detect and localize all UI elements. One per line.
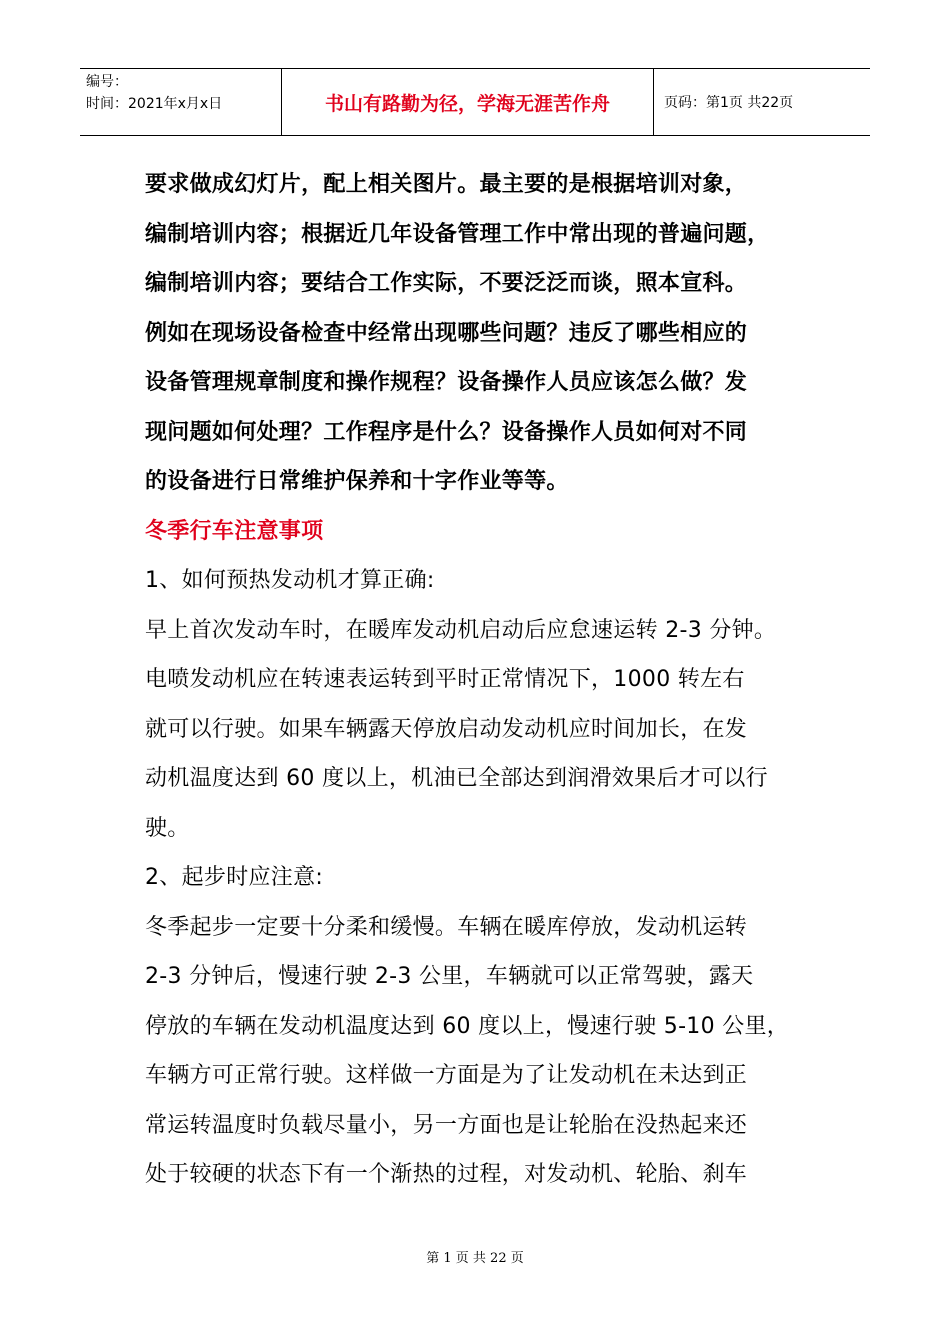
text-line: 就可以行驶。如果车辆露天停放启动发动机应时间加长，在发 [145,716,748,742]
text-line: 的设备进行日常维护保养和十字作业等等。 [145,468,569,494]
text-line: 驶。 [145,815,190,841]
text-line: 编制培训内容；要结合工作实际，不要泛泛而谈，照本宣科。 [145,270,748,296]
document-body [145,160,825,1200]
document-time: 时间：2021年x月x日 [86,96,223,112]
page-footer: 第 1 页 共 22 页 [426,1251,524,1266]
text-line: 编制培训内容；根据近几年设备管理工作中常出现的普遍问题， [145,220,770,247]
text-line: 电喷发动机应在转速表运转到平时正常情况下，1000 转左右 [145,667,745,692]
item-2-heading: 2、起步时应注意: [145,865,324,890]
section-title: 冬季行车注意事项 [145,517,324,544]
text-line: 车辆方可正常行驶。这样做一方面是为了让发动机在未达到正 [145,1063,748,1088]
item-1-heading: 1、如何预热发动机才算正确: [145,568,435,593]
text-line: 常运转温度时负载尽量小，另一方面也是让轮胎在没热起来还 [145,1112,748,1138]
text-line: 现问题如何处理？工作程序是什么？设备操作人员如何对不同 [145,418,748,445]
text-line: 例如在现场设备检查中经常出现哪些问题？违反了哪些相应的 [145,319,748,346]
text-line: 设备管理规章制度和操作规程？设备操作人员应该怎么做？发 [145,369,748,395]
header-page-code: 页码：第1页 共22页 [664,95,794,111]
text-line: 冬季起步一定要十分柔和缓慢。车辆在暖库停放，发动机运转 [145,914,748,940]
text-line: 停放的车辆在发动机温度达到 60 度以上，慢速行驶 5-10 公里， [145,1013,790,1039]
text-line: 要求做成幻灯片，配上相关图片。最主要的是根据培训对象， [145,171,748,197]
page-header [80,68,870,136]
text-line: 处于较硬的状态下有一个渐热的过程，对发动机、轮胎、刹车 [145,1162,748,1187]
document-number-label: 编号： [86,74,128,90]
text-line: 2-3 分钟后，慢速行驶 2-3 公里，车辆就可以正常驾驶，露天 [145,964,754,989]
header-meta [80,69,282,135]
header-motto: 书山有路勤为径，学海无涯苦作舟 [282,69,654,135]
text-line: 动机温度达到 60 度以上，机油已全部达到润滑效果后才可以行 [145,766,768,791]
text-line: 早上首次发动车时，在暖库发动机启动后应怠速运转 2-3 分钟。 [145,617,777,643]
